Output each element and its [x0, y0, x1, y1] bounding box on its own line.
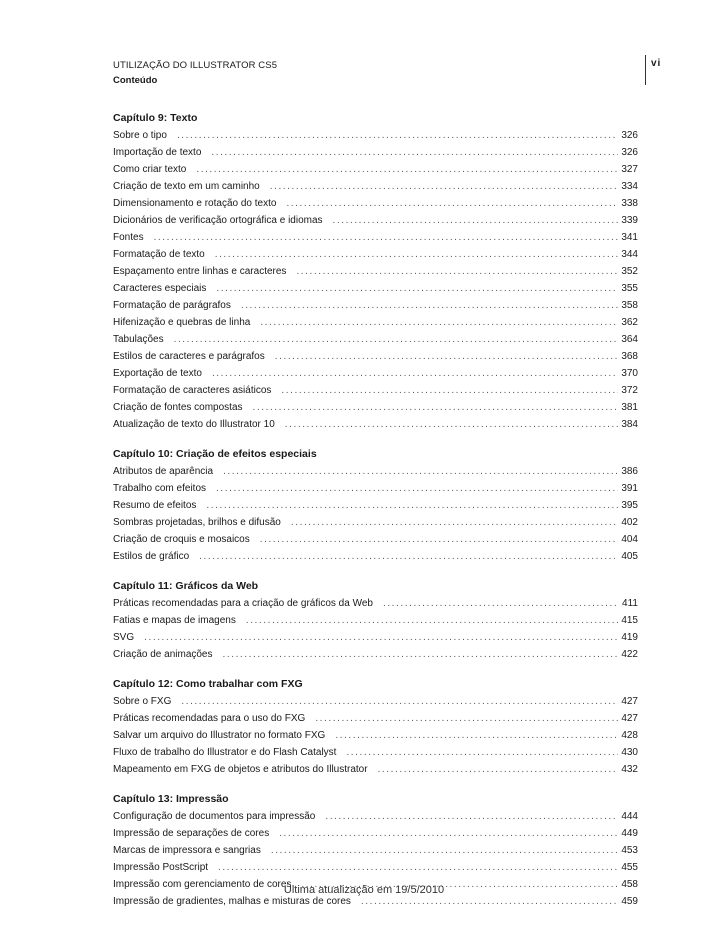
- dot-leader: [260, 314, 618, 331]
- toc-chapter: [113, 110, 638, 433]
- toc-entry[interactable]: [113, 195, 638, 212]
- toc-entry[interactable]: [113, 859, 638, 876]
- toc-entry[interactable]: [113, 497, 638, 514]
- toc-entry-page: 372: [621, 385, 638, 396]
- toc-entry[interactable]: [113, 127, 638, 144]
- toc-chapter: [113, 676, 638, 778]
- toc-entry-page: 355: [621, 283, 638, 294]
- dot-leader: [315, 710, 618, 727]
- dot-leader: [223, 463, 618, 480]
- toc-entry[interactable]: [113, 161, 638, 178]
- dot-leader: [378, 761, 619, 778]
- toc-entry-label: Impressão de separações de cores: [113, 828, 270, 839]
- dot-leader: [174, 331, 619, 348]
- toc-entry[interactable]: [113, 263, 638, 280]
- dot-leader: [211, 144, 618, 161]
- toc-entry[interactable]: [113, 331, 638, 348]
- toc-entry-label: Formatação de parágrafos: [113, 300, 231, 311]
- toc-entry-label: Espaçamento entre linhas e caracteres: [113, 266, 287, 277]
- toc-entry-page: 341: [621, 232, 638, 243]
- toc-entry-label: Mapeamento em FXG de objetos e atributos do Illustrator: [113, 764, 368, 775]
- toc-entry-label: Fatias e mapas de imagens: [113, 615, 236, 626]
- toc-entry-label: Exportação de texto: [113, 368, 202, 379]
- toc-entry-page: 352: [621, 266, 638, 277]
- dot-leader: [325, 808, 618, 825]
- dot-leader: [154, 229, 619, 246]
- dot-leader: [206, 497, 618, 514]
- toc-entry-page: 326: [621, 147, 638, 158]
- table-of-contents: [113, 110, 638, 923]
- toc-entry-label: Fluxo de trabalho do Illustrator e do Flash Catalyst: [113, 747, 337, 758]
- chapter-title[interactable]: Capítulo 12: Como trabalhar com FXG: [113, 678, 303, 690]
- toc-entry-page: 362: [621, 317, 638, 328]
- toc-entry-page: 386: [621, 466, 638, 477]
- toc-entry-label: Dicionários de verificação ortográfica e idiomas: [113, 215, 323, 226]
- toc-entry-page: 411: [622, 598, 638, 609]
- toc-entry-page: 455: [621, 862, 638, 873]
- toc-entry-page: 370: [621, 368, 638, 379]
- toc-entry[interactable]: [113, 514, 638, 531]
- toc-entry-label: Formatação de caracteres asiáticos: [113, 385, 272, 396]
- toc-entry-label: Resumo de efeitos: [113, 500, 197, 511]
- toc-entry-label: Caracteres especiais: [113, 283, 207, 294]
- toc-entry-page: 453: [621, 845, 638, 856]
- toc-entry-page: 427: [621, 696, 638, 707]
- toc-entry-label: Criação de animações: [113, 649, 213, 660]
- dot-leader: [285, 416, 619, 433]
- toc-entry[interactable]: [113, 416, 638, 433]
- toc-entry-page: 327: [621, 164, 638, 175]
- toc-entry[interactable]: [113, 531, 638, 548]
- toc-entry-page: 427: [621, 713, 638, 724]
- toc-entry[interactable]: [113, 280, 638, 297]
- toc-entry[interactable]: [113, 825, 638, 842]
- toc-entry[interactable]: [113, 693, 638, 710]
- toc-entry-page: 326: [621, 130, 638, 141]
- toc-entry-page: 404: [621, 534, 638, 545]
- dot-leader: [246, 612, 618, 629]
- toc-entry-page: 444: [621, 811, 638, 822]
- toc-entry-label: Hifenização e quebras de linha: [113, 317, 251, 328]
- toc-entry-label: Importação de texto: [113, 147, 202, 158]
- toc-entry-label: Formatação de texto: [113, 249, 205, 260]
- toc-entry-label: Sombras projetadas, brilhos e difusão: [113, 517, 281, 528]
- toc-entry[interactable]: [113, 548, 638, 565]
- toc-entry-label: Criação de croquis e mosaicos: [113, 534, 250, 545]
- toc-entry-page: 358: [621, 300, 638, 311]
- dot-leader: [346, 744, 618, 761]
- toc-entry[interactable]: [113, 382, 638, 399]
- toc-entry-label: SVG: [113, 632, 135, 643]
- toc-entry[interactable]: [113, 463, 638, 480]
- toc-entry[interactable]: [113, 178, 638, 195]
- toc-entry-label: Atributos de aparência: [113, 466, 214, 477]
- toc-entry-page: 422: [621, 649, 638, 660]
- toc-entry-label: Sobre o tipo: [113, 130, 167, 141]
- dot-leader: [286, 195, 618, 212]
- toc-entry-label: Impressão de gradientes, malhas e misturas de cores: [113, 896, 351, 907]
- toc-entry-label: Como criar texto: [113, 164, 187, 175]
- dot-leader: [260, 531, 619, 548]
- toc-entry[interactable]: [113, 744, 638, 761]
- dot-leader: [383, 595, 619, 612]
- toc-entry-page: 364: [621, 334, 638, 345]
- toc-entry[interactable]: [113, 348, 638, 365]
- toc-entry[interactable]: [113, 727, 638, 744]
- dot-leader: [335, 727, 618, 744]
- toc-entry-label: Estilos de gráfico: [113, 551, 190, 562]
- toc-entry[interactable]: [113, 646, 638, 663]
- toc-entry[interactable]: [113, 710, 638, 727]
- toc-entry[interactable]: [113, 480, 638, 497]
- toc-entry-label: Criação de fontes compostas: [113, 402, 243, 413]
- toc-entry-page: 381: [621, 402, 638, 413]
- toc-entry-page: 459: [621, 896, 638, 907]
- dot-leader: [212, 365, 618, 382]
- toc-entry-page: 368: [621, 351, 638, 362]
- toc-entry-label: Práticas recomendadas para o uso do FXG: [113, 713, 306, 724]
- dot-leader: [218, 859, 618, 876]
- toc-entry[interactable]: [113, 761, 638, 778]
- dot-leader: [199, 548, 618, 565]
- toc-entry[interactable]: [113, 629, 638, 646]
- toc-entry-page: 430: [621, 747, 638, 758]
- toc-entry-page: 395: [621, 500, 638, 511]
- toc-entry[interactable]: [113, 399, 638, 416]
- toc-entry-label: Práticas recomendadas para a criação de gráficos da Web: [113, 598, 373, 609]
- toc-entry[interactable]: [113, 314, 638, 331]
- dot-leader: [253, 399, 619, 416]
- toc-chapter: [113, 446, 638, 565]
- toc-entry-label: Impressão com gerenciamento de cores: [113, 879, 292, 890]
- section-title: Conteúdo: [113, 75, 158, 86]
- page-number: vi: [651, 58, 662, 69]
- chapter-title[interactable]: Capítulo 9: Texto: [113, 112, 198, 124]
- footer-last-updated: Última atualização em 19/5/2010: [283, 884, 445, 896]
- toc-entry[interactable]: [113, 595, 638, 612]
- toc-entry[interactable]: [113, 612, 638, 629]
- toc-entry-page: 384: [621, 419, 638, 430]
- dot-leader: [296, 263, 618, 280]
- toc-entry-label: Estilos de caracteres e parágrafos: [113, 351, 265, 362]
- toc-entry-label: Marcas de impressora e sangrias: [113, 845, 261, 856]
- toc-entry[interactable]: [113, 808, 638, 825]
- toc-entry[interactable]: [113, 144, 638, 161]
- toc-entry-page: 339: [621, 215, 638, 226]
- toc-entry-label: Sobre o FXG: [113, 696, 172, 707]
- toc-entry-page: 344: [621, 249, 638, 260]
- toc-entry-page: 338: [621, 198, 638, 209]
- dot-leader: [279, 825, 618, 842]
- toc-entry-page: 419: [621, 632, 638, 643]
- toc-entry-label: Atualização de texto do Illustrator 10: [113, 419, 275, 430]
- toc-entry-page: 458: [621, 879, 638, 890]
- dot-leader: [271, 842, 618, 859]
- toc-entry-label: Salvar um arquivo do Illustrator no formato FXG: [113, 730, 326, 741]
- dot-leader: [216, 280, 618, 297]
- toc-entry-page: 402: [621, 517, 638, 528]
- toc-entry-label: Configuração de documentos para impressão: [113, 811, 316, 822]
- toc-entry-page: 391: [621, 483, 638, 494]
- toc-entry-label: Dimensionamento e rotação do texto: [113, 198, 277, 209]
- dot-leader: [275, 348, 619, 365]
- dot-leader: [291, 514, 618, 531]
- toc-entry-page: 432: [621, 764, 638, 775]
- chapter-title[interactable]: Capítulo 11: Gráficos da Web: [113, 580, 259, 592]
- toc-entry-page: 428: [621, 730, 638, 741]
- chapter-title[interactable]: Capítulo 10: Criação de efeitos especiais: [113, 448, 317, 460]
- toc-entry-page: 415: [621, 615, 638, 626]
- dot-leader: [144, 629, 618, 646]
- header-divider: [645, 55, 646, 85]
- toc-entry-label: Criação de texto em um caminho: [113, 181, 260, 192]
- dot-leader: [181, 693, 618, 710]
- toc-entry[interactable]: [113, 365, 638, 382]
- toc-entry[interactable]: [113, 229, 638, 246]
- chapter-title[interactable]: Capítulo 13: Impressão: [113, 793, 229, 805]
- document-title: UTILIZAÇÃO DO ILLUSTRATOR CS5: [113, 60, 278, 71]
- toc-chapter: [113, 578, 638, 663]
- toc-entry[interactable]: [113, 297, 638, 314]
- toc-entry[interactable]: [113, 212, 638, 229]
- toc-entry-page: 449: [621, 828, 638, 839]
- dot-leader: [333, 212, 619, 229]
- dot-leader: [281, 382, 618, 399]
- dot-leader: [177, 127, 618, 144]
- toc-entry-label: Impressão PostScript: [113, 862, 209, 873]
- toc-entry[interactable]: [113, 246, 638, 263]
- toc-entry-label: Trabalho com efeitos: [113, 483, 207, 494]
- dot-leader: [196, 161, 618, 178]
- toc-entry-page: 334: [621, 181, 638, 192]
- dot-leader: [215, 246, 619, 263]
- dot-leader: [216, 480, 618, 497]
- dot-leader: [223, 646, 619, 663]
- toc-entry-page: 405: [621, 551, 638, 562]
- toc-entry[interactable]: [113, 842, 638, 859]
- toc-entry-label: Fontes: [113, 232, 144, 243]
- running-header: [113, 59, 653, 87]
- dot-leader: [241, 297, 618, 314]
- toc-entry-label: Tabulações: [113, 334, 164, 345]
- dot-leader: [270, 178, 619, 195]
